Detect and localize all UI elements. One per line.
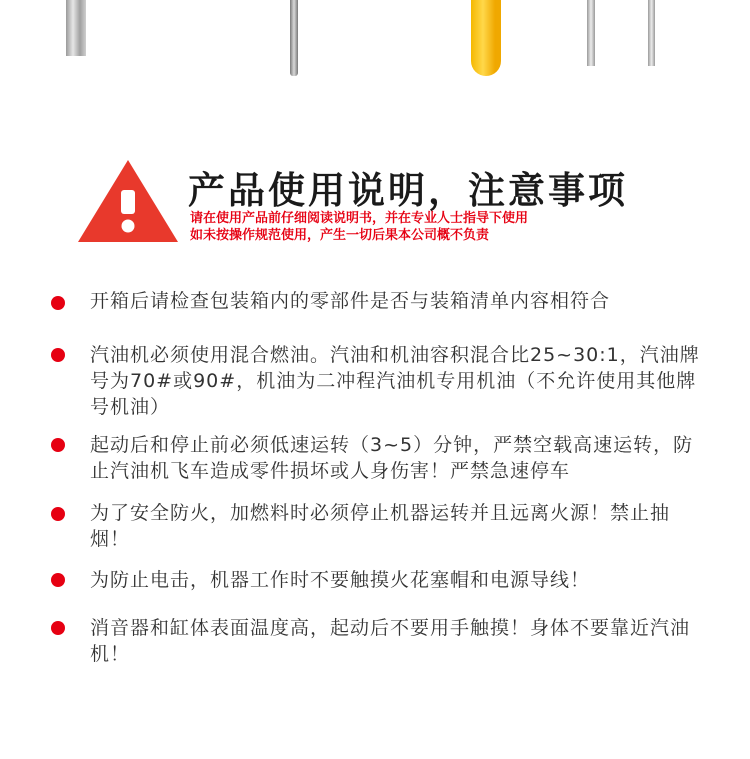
metal-rod-image	[648, 0, 655, 66]
notice-text: 起动后和停止前必须低速运转（3~5）分钟，严禁空载高速运转，防止汽油机飞车造成零件损坏或人身伤害！严禁急速停车	[90, 434, 694, 482]
notice-text: 汽油机必须使用混合燃油。汽油和机油容积混合比25~30:1，汽油牌号为70#或90#，机油为二冲程汽油机专用机油（不允许使用其他牌号机油）	[90, 344, 700, 418]
disclaimer-line: 如未按操作规范使用，产生一切后果本公司概不负责	[190, 228, 490, 243]
bullet-dot-icon	[51, 296, 65, 310]
metal-tube-image	[66, 0, 86, 56]
notice-text: 为了安全防火，加燃料时必须停止机器运转并且远离火源！禁止抽烟！	[90, 502, 671, 550]
notice-text: 开箱后请检查包装箱内的零部件是否与装箱清单内容相符合	[90, 290, 611, 312]
bullet-dot-icon	[51, 573, 65, 587]
notice-text: 为防止电击，机器工作时不要触摸火花塞帽和电源导线！	[90, 569, 591, 591]
screwdriver-blade-image	[290, 0, 298, 76]
bullet-dot-icon	[51, 438, 65, 452]
yellow-handle-image	[471, 0, 501, 76]
bullet-dot-icon	[51, 621, 65, 635]
disclaimer-line: 请在使用产品前仔细阅读说明书，并在专业人士指导下使用	[190, 211, 529, 226]
bullet-dot-icon	[51, 348, 65, 362]
bullet-dot-icon	[51, 507, 65, 521]
metal-rod-image	[587, 0, 595, 66]
warning-triangle-icon	[76, 158, 180, 244]
page-title: 产品使用说明，注意事项	[188, 169, 628, 212]
notice-text: 消音器和缸体表面温度高，起动后不要用手触摸！身体不要靠近汽油机！	[90, 617, 691, 665]
disclaimer	[190, 210, 528, 244]
tool-photo-strip	[0, 0, 750, 90]
